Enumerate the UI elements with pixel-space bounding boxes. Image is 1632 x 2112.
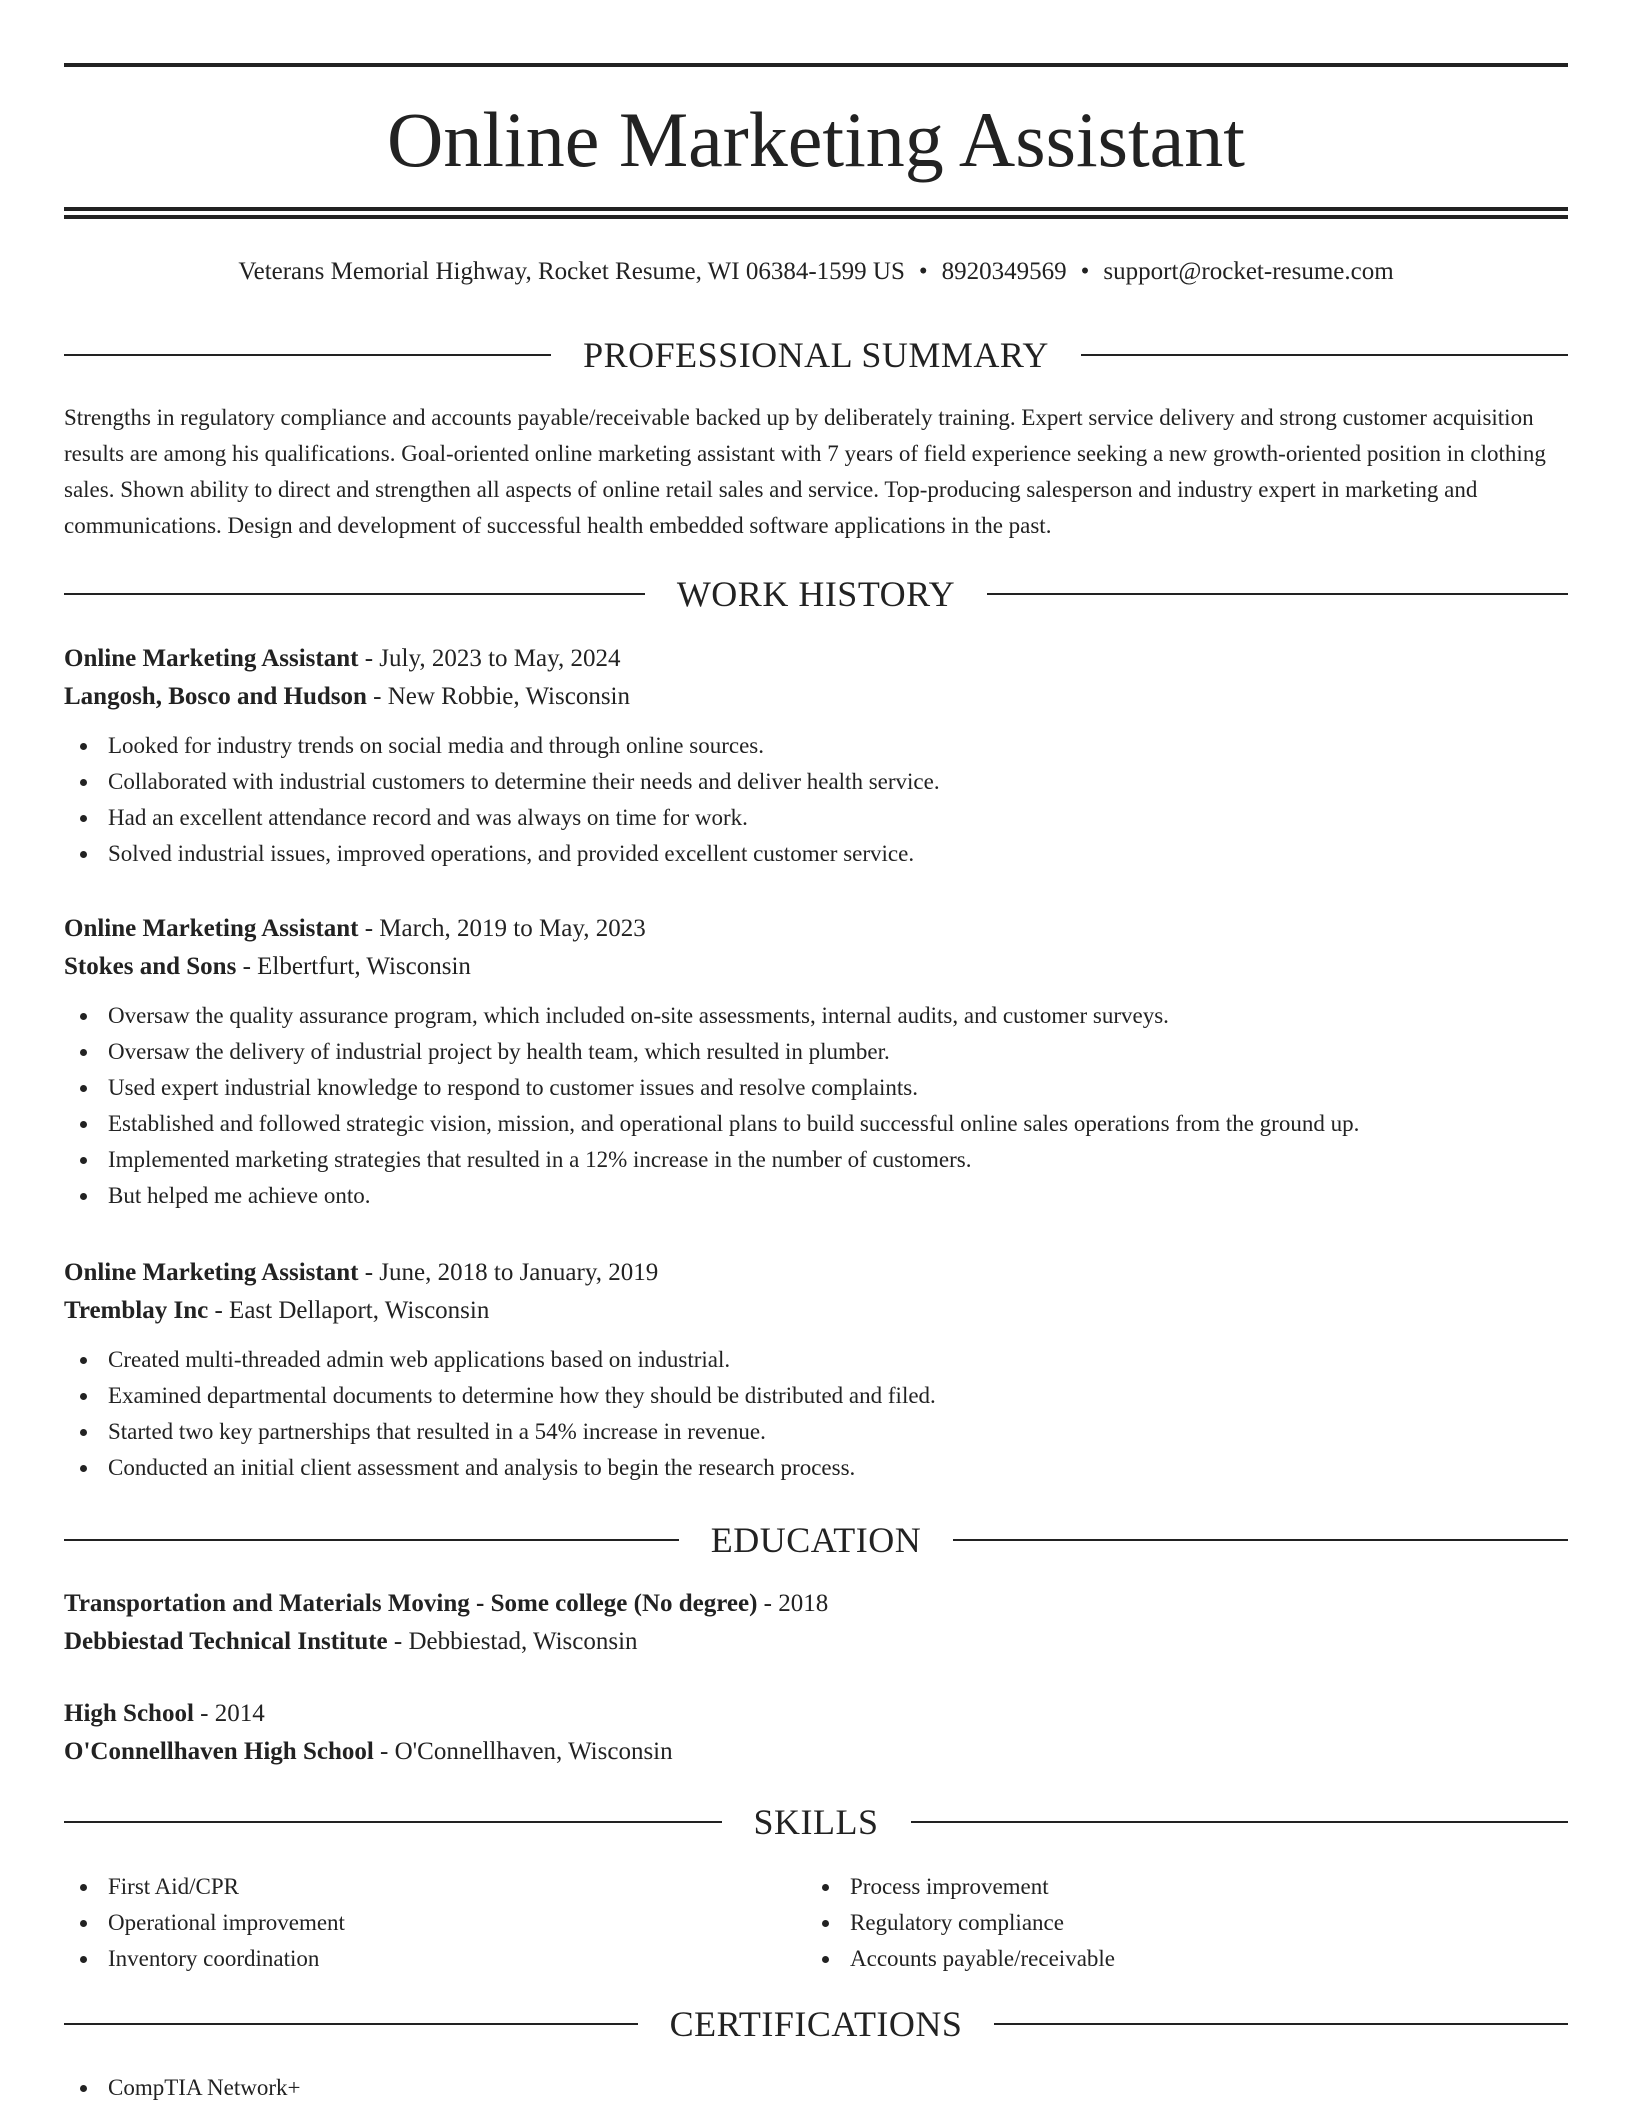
list-item: Oversaw the delivery of industrial project by health team, which resulted in plumber. bbox=[64, 1034, 1568, 1070]
company-name: Stokes and Sons bbox=[64, 953, 237, 980]
list-item: Had an excellent attendance record and was always on time for work. bbox=[64, 800, 1568, 836]
skills-list bbox=[64, 1869, 1568, 1977]
list-item: Examined departmental documents to determine how they should be distributed and filed. bbox=[64, 1378, 1568, 1414]
job-company-line bbox=[64, 948, 1568, 986]
email: support@rocket-resume.com bbox=[1103, 258, 1394, 285]
list-item: Regulatory compliance bbox=[806, 1905, 1548, 1941]
list-item: Accounts payable/receivable bbox=[806, 1941, 1548, 1977]
divider bbox=[64, 2023, 638, 2025]
job-bullets bbox=[64, 998, 1568, 1214]
job-title-line bbox=[64, 1254, 1568, 1292]
job-title: Online Marketing Assistant bbox=[64, 645, 359, 672]
list-item: Conducted an initial client assessment and analysis to begin the research process. bbox=[64, 1450, 1568, 1486]
job-dates: - March, 2019 to May, 2023 bbox=[358, 915, 646, 942]
cert-bullets bbox=[64, 2070, 1568, 2106]
summary-text: Strengths in regulatory compliance and accounts payable/receivable backed up by deliberately training. Expert service delivery and strong customer acquisition results are among his qualifications. Goal-oriented online marketing assistant with 7 years of field experience seeking a new growth-oriented position in clothing sales. Shown ability to direct and strengthen all aspects of online retail sales and service. Top-producing salesperson and industry expert in marketing and communications. Design and development of successful health embedded software applications in the past. bbox=[64, 405, 1546, 538]
separator: • bbox=[918, 258, 928, 285]
list-item: But helped me achieve onto. bbox=[64, 1178, 1568, 1214]
job-entry bbox=[64, 1254, 1568, 1486]
school-location: - O'Connellhaven, Wisconsin bbox=[373, 1738, 673, 1765]
school-line bbox=[64, 1733, 1568, 1771]
school-location: - Debbiestad, Wisconsin bbox=[387, 1628, 638, 1655]
job-dates: - July, 2023 to May, 2024 bbox=[358, 645, 621, 672]
education-entry bbox=[64, 1695, 1568, 1771]
company-name: Langosh, Bosco and Hudson bbox=[64, 683, 367, 710]
contact-info bbox=[64, 256, 1568, 288]
job-location: - East Dellaport, Wisconsin bbox=[208, 1297, 490, 1324]
divider bbox=[64, 354, 551, 356]
school-name: O'Connellhaven High School bbox=[64, 1738, 374, 1765]
section-title: SKILLS bbox=[753, 1802, 879, 1842]
job-title: Online Marketing Assistant bbox=[64, 915, 359, 942]
section-title: CERTIFICATIONS bbox=[669, 2004, 963, 2044]
section-summary-heading bbox=[64, 333, 1568, 377]
certifications-list bbox=[64, 2070, 1568, 2106]
degree-year: - 2018 bbox=[757, 1590, 829, 1617]
job-title-line bbox=[64, 640, 1568, 678]
section-certifications-heading bbox=[64, 2002, 1568, 2046]
divider bbox=[64, 1821, 722, 1823]
school-name: Debbiestad Technical Institute bbox=[64, 1628, 388, 1655]
skills-column-right bbox=[806, 1869, 1548, 1977]
phone: 8920349569 bbox=[941, 258, 1067, 285]
job-title-line bbox=[64, 910, 1568, 948]
degree: High School bbox=[64, 1700, 194, 1727]
list-item: Established and followed strategic vision, mission, and operational plans to build successful online sales operations from the ground up. bbox=[64, 1106, 1568, 1142]
school-line bbox=[64, 1623, 1568, 1661]
education-entry bbox=[64, 1585, 1568, 1661]
title-rule-lower bbox=[64, 215, 1568, 219]
list-item: Oversaw the quality assurance program, which included on-site assessments, internal audits, and customer surveys. bbox=[64, 998, 1568, 1034]
job-dates: - June, 2018 to January, 2019 bbox=[358, 1259, 659, 1286]
list-item: Looked for industry trends on social media and through online sources. bbox=[64, 728, 1568, 764]
job-company-line bbox=[64, 678, 1568, 716]
company-name: Tremblay Inc bbox=[64, 1297, 209, 1324]
list-item: Collaborated with industrial customers to determine their needs and deliver health service. bbox=[64, 764, 1568, 800]
divider bbox=[911, 1821, 1569, 1823]
page-title: Online Marketing Assistant bbox=[387, 96, 1245, 183]
list-item: Inventory coordination bbox=[64, 1941, 806, 1977]
title-rule-upper bbox=[64, 207, 1568, 211]
job-entry bbox=[64, 910, 1568, 1214]
list-item: Used expert industrial knowledge to respond to customer issues and resolve complaints. bbox=[64, 1070, 1568, 1106]
degree-line bbox=[64, 1585, 1568, 1623]
section-title: WORK HISTORY bbox=[676, 574, 956, 614]
separator: • bbox=[1080, 258, 1090, 285]
job-company-line bbox=[64, 1292, 1568, 1330]
job-bullets bbox=[64, 728, 1568, 872]
divider bbox=[953, 1539, 1568, 1541]
skills-column-left bbox=[64, 1869, 806, 1977]
divider bbox=[1081, 354, 1568, 356]
list-item: Implemented marketing strategies that resulted in a 12% increase in the number of customers. bbox=[64, 1142, 1568, 1178]
section-skills-heading bbox=[64, 1800, 1568, 1844]
job-entry bbox=[64, 640, 1568, 872]
divider bbox=[987, 593, 1568, 595]
job-bullets bbox=[64, 1342, 1568, 1486]
list-item: CompTIA Network+ bbox=[64, 2070, 1568, 2106]
degree: Transportation and Materials Moving - Some college (No degree) bbox=[64, 1590, 758, 1617]
list-item: Solved industrial issues, improved operations, and provided excellent customer service. bbox=[64, 836, 1568, 872]
section-work-heading bbox=[64, 572, 1568, 616]
list-item: Process improvement bbox=[806, 1869, 1548, 1905]
job-location: - New Robbie, Wisconsin bbox=[366, 683, 630, 710]
divider bbox=[994, 2023, 1568, 2025]
list-item: First Aid/CPR bbox=[64, 1869, 806, 1905]
address: Veterans Memorial Highway, Rocket Resume, WI 06384-1599 US bbox=[238, 258, 905, 285]
degree-line bbox=[64, 1695, 1568, 1733]
list-item: Created multi-threaded admin web applications based on industrial. bbox=[64, 1342, 1568, 1378]
section-title: PROFESSIONAL SUMMARY bbox=[583, 335, 1049, 375]
list-item: Started two key partnerships that resulted in a 54% increase in revenue. bbox=[64, 1414, 1568, 1450]
divider bbox=[64, 1539, 679, 1541]
job-title: Online Marketing Assistant bbox=[64, 1259, 359, 1286]
list-item: Operational improvement bbox=[64, 1905, 806, 1941]
section-title: EDUCATION bbox=[710, 1520, 922, 1560]
degree-year: - 2014 bbox=[193, 1700, 265, 1727]
top-rule bbox=[64, 63, 1568, 67]
job-location: - Elbertfurt, Wisconsin bbox=[236, 953, 471, 980]
section-education-heading bbox=[64, 1518, 1568, 1562]
divider bbox=[64, 593, 645, 595]
